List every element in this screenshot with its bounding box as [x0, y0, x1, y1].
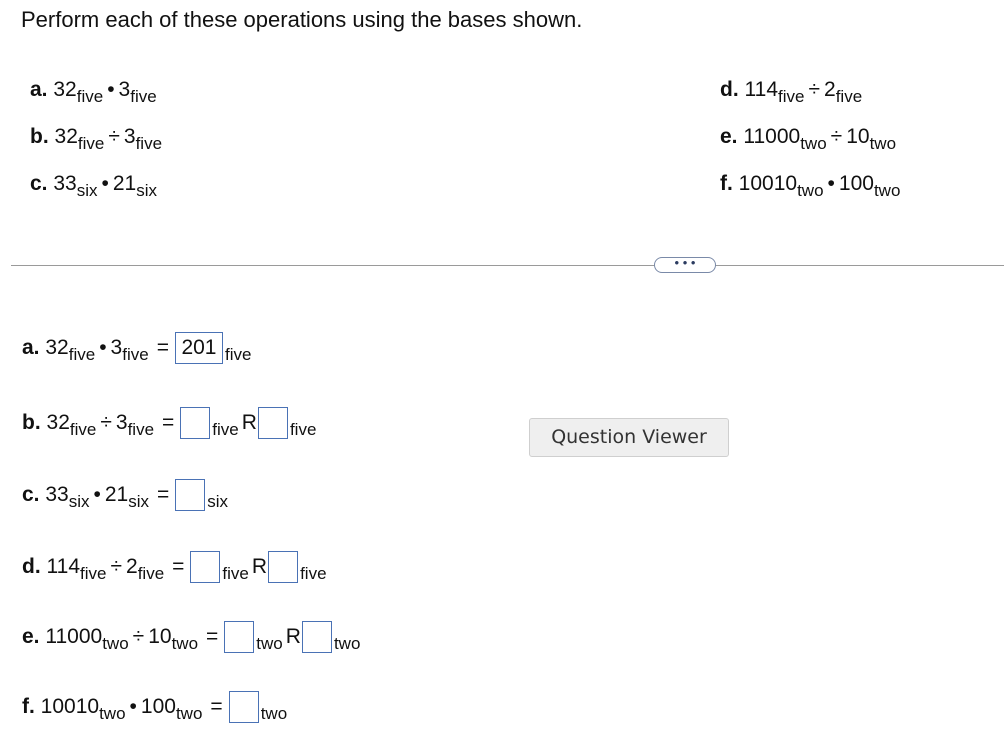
answer-b-remainder-input[interactable]: [258, 407, 288, 439]
problem-c: c. $33_{six}$ • $21_{six}$: [30, 172, 157, 200]
instruction-text: Perform each of these operations using the bases shown.: [21, 7, 583, 32]
answer-row-c: c. 33 six • 21 six = six: [22, 478, 230, 512]
answer-e-remainder-input[interactable]: [302, 621, 332, 653]
answer-row-e: e. 11000 two ÷ 10 two = two R two: [22, 620, 362, 654]
problem-d: d. $114_{five} \div 2_{five}$: [720, 78, 863, 106]
answer-e-quotient-input[interactable]: [224, 621, 254, 653]
question-viewer-button[interactable]: Question Viewer: [529, 418, 729, 457]
answer-a-input[interactable]: 201: [175, 332, 223, 364]
answer-d-remainder-input[interactable]: [268, 551, 298, 583]
problem-f: f. $10010_{two}$ • $100_{two}$: [720, 172, 901, 200]
answer-row-a: a. 32 five • 3 five = 201 five: [22, 331, 253, 365]
answer-d-quotient-input[interactable]: [190, 551, 220, 583]
expand-more-button[interactable]: • • •: [654, 257, 716, 273]
answer-c-input[interactable]: [175, 479, 205, 511]
problem-a: a. $32_{five}$ • $3_{five}$: [30, 78, 157, 106]
problem-e: e. $11000_{two} \div 10_{two}$: [720, 125, 897, 153]
answer-row-f: f. 10010 two • 100 two = two: [22, 690, 289, 724]
answer-row-d: d. 114 five ÷ 2 five = five R five: [22, 550, 329, 584]
answer-b-quotient-input[interactable]: [180, 407, 210, 439]
problem-b: b. $32_{five} \div 3_{five}$: [30, 125, 163, 153]
answer-row-b: b. 32 five ÷ 3 five = five R five: [22, 406, 318, 440]
answer-f-input[interactable]: [229, 691, 259, 723]
section-divider: [11, 265, 1004, 266]
